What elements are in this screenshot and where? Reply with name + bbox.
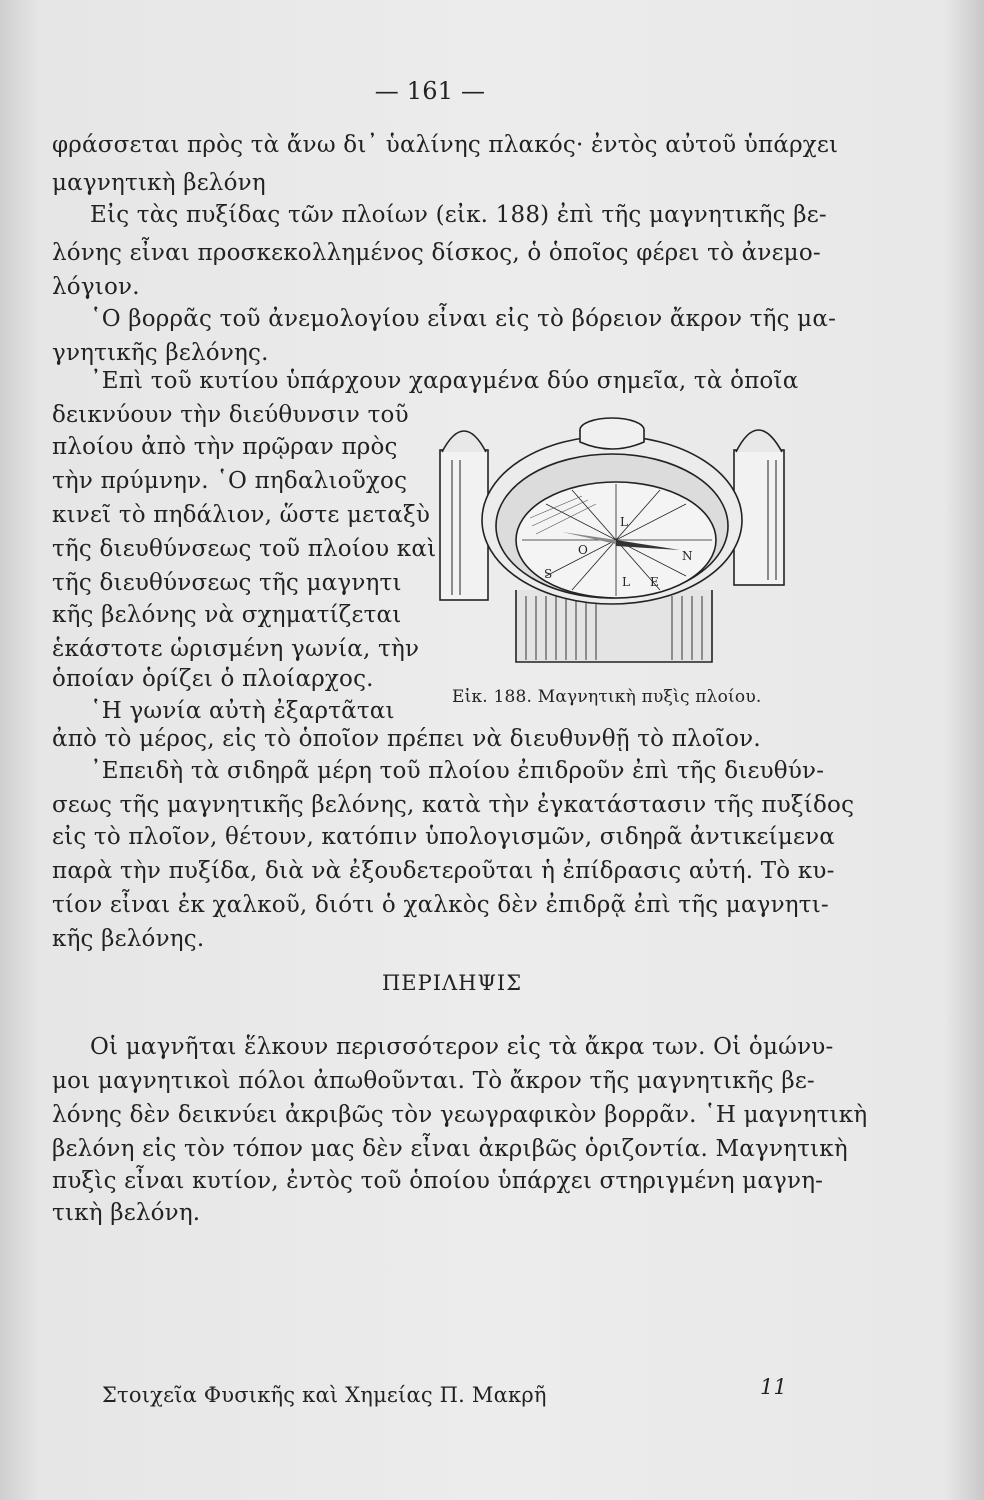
text-line: σεως τῆς μαγνητικῆς βελόνης, κατὰ τὴν ἐγκατάστασιν τῆς πυξίδος xyxy=(52,792,855,818)
summary-line: Οἱ μαγνῆται ἕλκουν περισσότερον εἰς τὰ ἄκρα των. Οἱ ὁμώνυ- xyxy=(90,1034,834,1060)
compass-label: L xyxy=(620,515,628,529)
compass-label: S xyxy=(544,567,553,581)
figure-caption: Εἰκ. 188. Μαγνητικὴ πυξὶς πλοίου. xyxy=(452,687,762,707)
text-line: ἀπὸ τὸ μέρος, εἰς τὸ ὁποῖον πρέπει νὰ διευθυνθῇ τὸ πλοῖον. xyxy=(52,726,761,752)
text-line: τίον εἶναι ἐκ χαλκοῦ, διότι ὁ χαλκὸς δὲν ἐπιδρᾷ ἐπὶ τῆς μαγνητι- xyxy=(52,892,829,918)
text-line: ὁποίαν ὁρίζει ὁ πλοίαρχος. xyxy=(52,666,374,692)
compass-label: E xyxy=(650,575,659,589)
text-line: λόνης εἶναι προσκεκολλημένος δίσκος, ὁ ὁποῖος φέρει τὸ ἀνεμο- xyxy=(52,240,821,266)
compass-label: N xyxy=(682,549,693,563)
text-line: κῆς βελόνης νὰ σχηματίζεται xyxy=(52,602,402,628)
text-line: τῆς διευθύνσεως τοῦ πλοίου καὶ xyxy=(52,536,437,562)
compass-label: L xyxy=(622,575,630,589)
text-line: Εἰς τὰς πυξίδας τῶν πλοίων (εἰκ. 188) ἐπὶ τῆς μαγνητικῆς βε- xyxy=(90,202,827,228)
text-line: γνητικῆς βελόνης. xyxy=(52,340,269,366)
page-number: — 161 — xyxy=(374,77,486,105)
ship-compass-illustration xyxy=(412,400,832,690)
text-line: εἰς τὸ πλοῖον, θέτουν, κατόπιν ὑπολογισμῶν, σιδηρᾶ ἀντικείμενα xyxy=(52,824,836,850)
footer-signature-mark: 11 xyxy=(760,1375,788,1399)
summary-line: λόνης δὲν δεικνύει ἀκριβῶς τὸν γεωγραφικὸν βορρᾶν. ῾Η μαγνητικὴ xyxy=(52,1102,868,1128)
text-line: πλοίου ἀπὸ τὴν πρῷραν πρὸς xyxy=(52,434,398,460)
summary-line: πυξὶς εἶναι κυτίον, ἐντὸς τοῦ ὁποίου ὑπάρχει στηριγμένη μαγνη- xyxy=(52,1168,824,1194)
text-line: παρὰ τὴν πυξίδα, διὰ νὰ ἐξουδετεροῦται ἡ ἐπίδρασις αὐτή. Τὸ κυ- xyxy=(52,858,835,884)
text-line: τῆς διευθύνσεως τῆς μαγνητι xyxy=(52,570,402,596)
text-line: ἑκάστοτε ὡρισμένη γωνία, τὴν xyxy=(52,636,420,662)
text-line: κινεῖ τὸ πηδάλιον, ὥστε μεταξὺ xyxy=(52,502,430,528)
footer-title: Στοιχεῖα Φυσικῆς καὶ Χημείας Π. Μακρῆ xyxy=(102,1383,547,1407)
text-line: μαγνητικὴ βελόνη xyxy=(52,170,266,196)
text-line: τὴν πρύμνην. ῾Ο πηδαλιοῦχος xyxy=(52,468,408,494)
text-line: ᾽Επὶ τοῦ κυτίου ὑπάρχουν χαραγμένα δύο σημεῖα, τὰ ὁποῖα xyxy=(90,368,799,394)
text-line: κῆς βελόνης. xyxy=(52,926,205,952)
summary-line: βελόνη εἰς τὸν τόπον μας δὲν εἶναι ἀκριβῶς ὁριζοντία. Μαγνητικὴ xyxy=(52,1136,848,1162)
text-line: ῾Ο βορρᾶς τοῦ ἀνεμολογίου εἶναι εἰς τὸ βόρειον ἄκρον τῆς μα- xyxy=(90,306,837,332)
compass-label: O xyxy=(578,543,588,557)
text-line: δεικνύουν τὴν διεύθυνσιν τοῦ xyxy=(52,402,409,428)
text-line: λόγιον. xyxy=(52,274,140,300)
summary-line: μοι μαγνητικοὶ πόλοι ἀπωθοῦνται. Τὸ ἄκρον τῆς μαγνητικῆς βε- xyxy=(52,1068,815,1094)
text-line: ῾Η γωνία αὐτὴ ἐξαρτᾶται xyxy=(90,698,395,724)
section-heading: ΠΕΡΙΛΗΨΙΣ xyxy=(381,971,523,995)
text-line: ᾽Επειδὴ τὰ σιδηρᾶ μέρη τοῦ πλοίου ἐπιδροῦν ἐπὶ τῆς διευθύν- xyxy=(90,758,825,784)
text-line: φράσσεται πρὸς τὰ ἄνω δι᾽ ὑαλίνης πλακός· ἐντὸς αὐτοῦ ὑπάρχει xyxy=(52,132,839,158)
summary-line: τικὴ βελόνη. xyxy=(52,1200,201,1226)
